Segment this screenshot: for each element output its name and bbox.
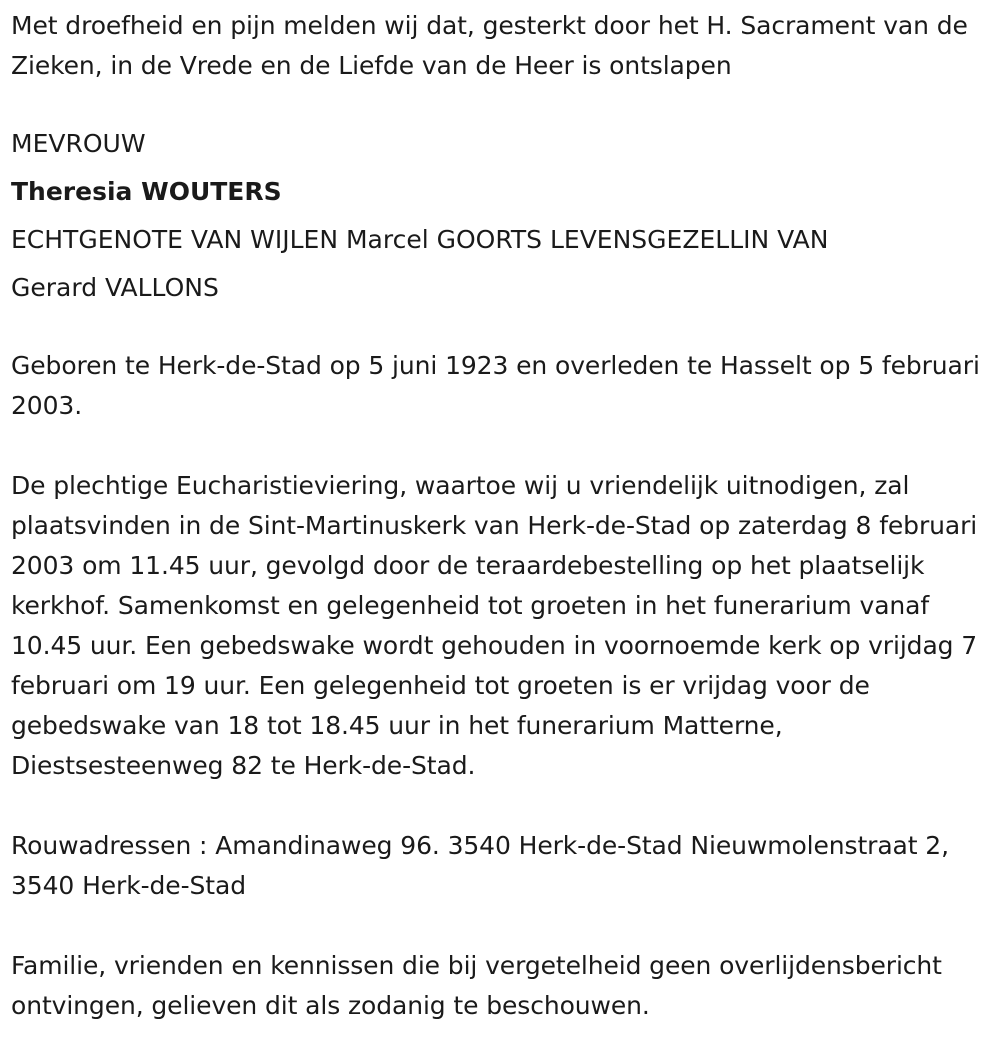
honorific-title: MEVROUW xyxy=(11,129,146,158)
deceased-name: Theresia WOUTERS xyxy=(11,177,282,206)
birth-death-paragraph: Geboren te Herk-de-Stad op 5 juni 1923 en overleden te Hasselt op 5 februari 2003. xyxy=(11,351,980,420)
closing-paragraph: Familie, vrienden en kennissen die bij vergetelheid geen overlijdensbericht ontvingen, gelieven dit als zodanig te beschouwen. xyxy=(11,951,942,1020)
ceremony-paragraph: De plechtige Eucharistieviering, waartoe wij u vriendelijk uitnodigen, zal plaatsvinden in de Sint-Martinuskerk van Herk-de-Stad op zaterdag 8 februari 2003 om 11.45 uur, gevolgd door de teraardebestelling op het plaatselijk kerkhof. Samenkomst en gelegenheid tot groeten in het funerarium vanaf 10.45 uur. Een gebedswake wordt gehouden in voornoemde kerk op vrijdag 7 februari om 19 uur. Een gelegenheid tot groeten is er vrijdag voor de gebedswake van 18 tot 18.45 uur in het funerarium Matterne, Diestsesteenweg 82 te Herk-de-Stad. xyxy=(11,471,978,780)
addresses-paragraph: Rouwadressen : Amandinaweg 96. 3540 Herk-de-Stad Nieuwmolenstraat 2, 3540 Herk-de-Stad xyxy=(11,831,949,900)
relation-line-2: Gerard VALLONS xyxy=(11,273,219,302)
obituary-notice xyxy=(11,6,991,1026)
intro-paragraph: Met droefheid en pijn melden wij dat, gesterkt door het H. Sacrament van de Zieken, in de Vrede en de Liefde van de Heer is ontslapen xyxy=(11,11,968,80)
relation-line-1: ECHTGENOTE VAN WIJLEN Marcel GOORTS LEVENSGEZELLIN VAN xyxy=(11,225,829,254)
